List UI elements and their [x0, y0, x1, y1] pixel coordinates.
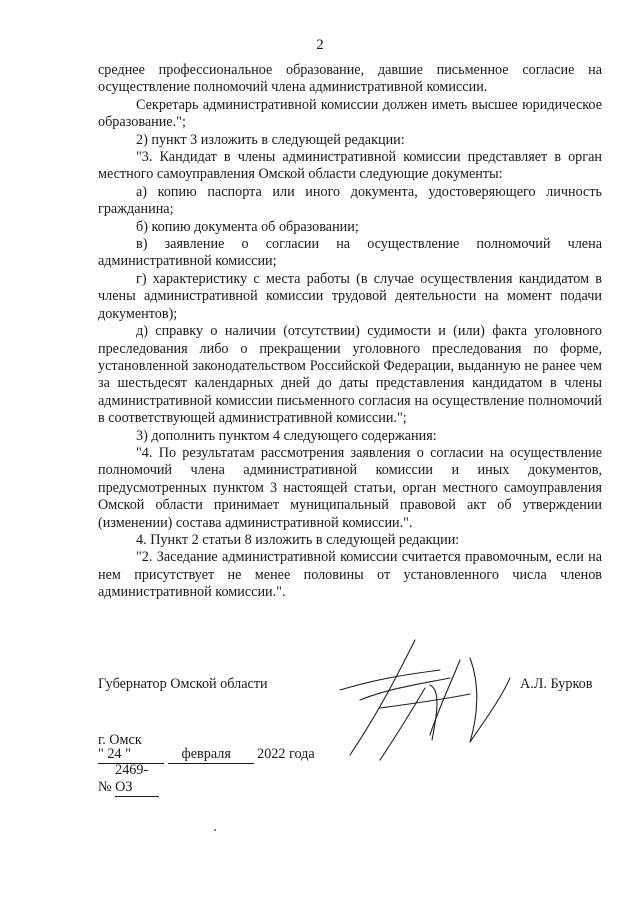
paragraph: "2. Заседание административной комиссии считается правомочным, если на нем присутствует не менее половины от установленного числа членов административной комиссии.". — [98, 549, 602, 601]
paragraph: "4. По результатам рассмотрения заявления о согласии на осуществление полномочий члена административной комиссии и иных документов, предусмотренных пунктом 3 настоящей статьи, орган местного самоуправления Омской области принимает муниципальный правовой акт об утверждении (изменении) состава административной комиссии.". — [98, 444, 602, 531]
page-number: 2 — [316, 37, 324, 53]
city: г. Омск — [98, 732, 142, 748]
paragraph: "3. Кандидат в члены административной комиссии представляет в орган местного самоуправления Омской области следующие документы: — [98, 149, 602, 183]
paragraph: а) копию паспорта или иного документа, удостоверяющего личность гражданина; — [98, 183, 602, 218]
paragraph: д) справку о наличии (отсутствии) судимости и (или) факта уголовного преследования либо о прекращении уголовного преследования по форме, установленной законодательством Российской Федерации, выданную не ранее чем за шестьдесят календарных дней до даты представления кандидатом в члены административной комиссии письменного согласия на осуществление полномочий в соответствующей административной комиссии."; — [98, 323, 602, 427]
document-number — [98, 762, 159, 797]
date-month: февраля — [168, 746, 254, 764]
number-value: 2469-ОЗ — [115, 762, 159, 797]
paragraph: Секретарь административной комиссии должен иметь высшее юридическое образование."; — [98, 96, 602, 131]
signatory-name: А.Л. Бурков — [520, 676, 593, 692]
handwritten-signature — [320, 630, 520, 770]
document-body — [98, 62, 602, 602]
signature-title: Губернатор Омской области — [98, 676, 268, 692]
paragraph: 4. Пункт 2 статьи 8 изложить в следующей редакции: — [136, 531, 460, 548]
paragraph: 3) дополнить пунктом 4 следующего содержания: — [136, 427, 437, 444]
date-year: 2022 года — [257, 746, 315, 762]
date-day: " 24 " — [98, 746, 164, 764]
scan-dot — [214, 829, 216, 831]
paragraph: 2) пункт 3 изложить в следующей редакции: — [136, 131, 405, 148]
number-prefix: № — [98, 779, 112, 795]
paragraph: г) характеристику с места работы (в случае осуществления кандидатом в члены административной комиссии трудовой деятельности на момент подачи документов); — [98, 270, 602, 322]
paragraph: б) копию документа об образовании; — [136, 218, 359, 235]
paragraph: в) заявление о согласии на осуществление полномочий члена административной комиссии; — [98, 236, 602, 270]
paragraph: среднее профессиональное образование, давшие письменное согласие на осуществление полномочий члена административной комиссии. — [98, 62, 602, 96]
